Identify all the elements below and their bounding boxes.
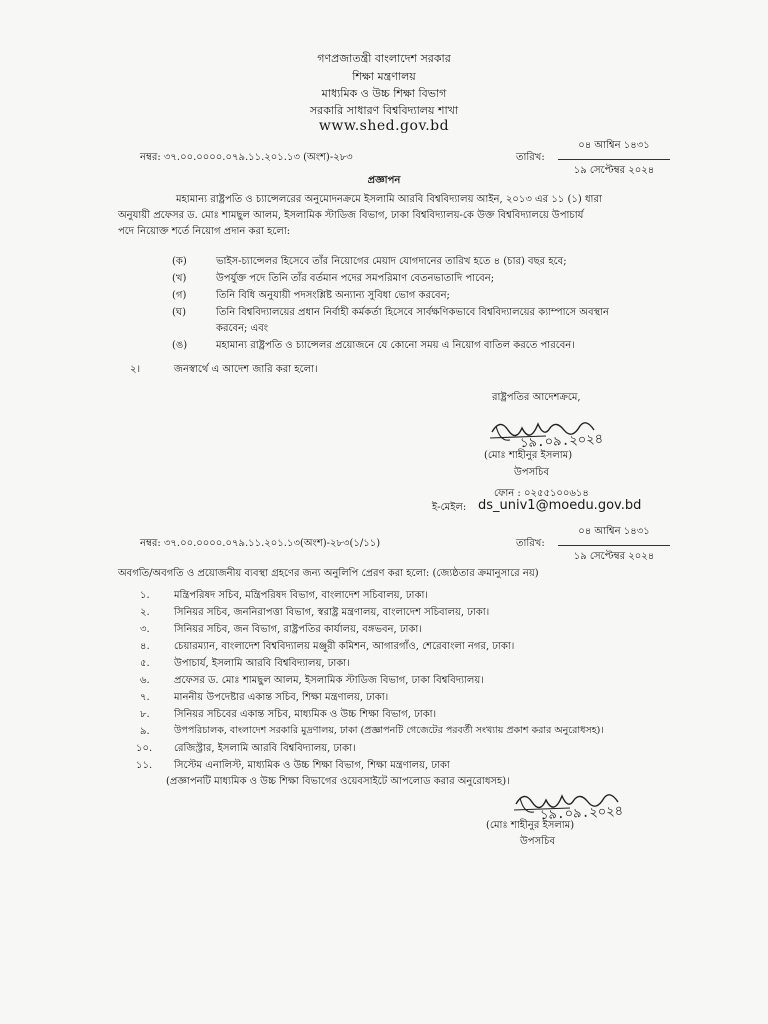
copy-recipient: সিনিয়র সচিব, জননিরাপত্তা বিভাগ, স্বরাষ্ট্র মন্ত্রণালয়, বাংলাদেশ সচিবালয়, ঢাকা। — [174, 607, 490, 618]
intro-line-2: অনুযায়ী প্রফেসর ড. মোঃ শামছুল আলম, ইসলামিক স্টাডিজ বিভাগ, ঢাকা বিশ্ববিদ্যালয়-কে উক্ত বিশ্ববিদ্যালয়ে উপাচার্য — [118, 210, 584, 221]
condition-marker: (খ) — [172, 273, 187, 284]
condition-text: ভাইস-চ্যান্সেলর হিসেবে তাঁর নিয়োগের মেয়াদ যোগদানের তারিখ হতে ৪ (চার) বছর হবে; — [216, 256, 567, 267]
signature2-date: ১৯.০৯.২০২৪ — [539, 803, 624, 824]
govt-name: গণপ্রজাতন্ত্রী বাংলাদেশ সরকার — [317, 52, 451, 65]
copy-recipient: উপাচার্য, ইসলামি আরবি বিশ্ববিদ্যালয়, ঢাকা। — [174, 658, 350, 669]
division-name: মাধ্যমিক ও উচ্চ শিক্ষা বিভাগ — [321, 87, 447, 100]
condition-marker: (ঙ) — [172, 340, 188, 351]
copy-number: ৬. — [140, 675, 150, 686]
copy-number: ১০. — [136, 743, 153, 754]
para2-marker: ২। — [130, 364, 141, 375]
signatory-name: (মোঃ শাহীনুর ইসলাম) — [484, 450, 573, 461]
copy-number: ৯. — [140, 726, 150, 737]
copy-recipient: সিস্টেম এনালিস্ট, মাধ্যমিক ও উচ্চ শিক্ষা বিভাগ, শিক্ষা মন্ত্রণালয়, ঢাকা — [174, 760, 450, 771]
memo2-date-label: তারিখ: — [516, 538, 545, 549]
memo-number: নম্বর: ৩৭.০০.০০০০.০৭৯.১১.২০১.১৩ (অংশ)-২৮৩ — [140, 152, 353, 163]
signatory2-designation: উপসচিব — [520, 836, 556, 847]
copy-number: ৭. — [140, 692, 150, 703]
document-title: প্রজ্ঞাপন — [367, 175, 401, 186]
copy-recipient: সিনিয়র সচিব, জন বিভাগ, রাষ্ট্রপতির কার্যালয়, বঙ্গভবন, ঢাকা। — [174, 624, 422, 635]
email-link[interactable]: ds_univ1@moedu.gov.bd — [478, 498, 642, 513]
condition-text: উপর্যুক্ত পদে তিনি তাঁর বর্তমান পদের সমপরিমাণ বেতনভাতাদি পাবেন; — [216, 273, 495, 284]
date-english: ১৯ সেপ্টেম্বর ২০২৪ — [558, 159, 670, 180]
email-label: ই-মেইল: — [432, 502, 467, 513]
copy-heading: অবগতি/অবগতি ও প্রয়োজনীয় ব্যবস্থা গ্রহণের জন্য অনুলিপি প্রেরণ করা হলো: (জ্যেষ্ঠতার ক্রমানুসারে নয়) — [118, 568, 539, 579]
memo2-date-english: ১৯ সেপ্টেম্বর ২০২৪ — [558, 545, 670, 566]
copy-note: (প্রজ্ঞাপনটি মাধ্যমিক ও উচ্চ শিক্ষা বিভাগের ওয়েবসাইটে আপলোড করার অনুরোধসহ)। — [166, 776, 510, 787]
copy-recipient: রেজিস্ট্রার, ইসলামি আরবি বিশ্ববিদ্যালয়, ঢাকা। — [174, 743, 356, 754]
copy-recipient: উপপরিচালক, বাংলাদেশ সরকারি মুদ্রণালয়, ঢাকা (প্রজ্ঞাপনটি গেজেটের পরবর্তী সংখ্যায় প্রকাশ করার অনুরোধসহ)। — [174, 725, 604, 736]
intro-line-1: মহামান্য রাষ্ট্রপতি ও চ্যান্সেলরের অনুমোদনক্রমে ইসলামি আরবি বিশ্ববিদ্যালয় আইন, ২০১৩ এর ১১ (১) ধারা — [176, 194, 602, 205]
phone-number: ফোন : ০২৫৫১০০৬১৪ — [494, 488, 589, 499]
copy-number: ১. — [140, 590, 150, 601]
memo2-number: নম্বর: ৩৭.০০.০০০০.০৭৯.১১.২০১.১৩(অংশ)-২৮৩(১/১১) — [140, 538, 381, 549]
copy-recipient: মন্ত্রিপরিষদ সচিব, মন্ত্রিপরিষদ বিভাগ, বাংলাদেশ সচিবালয়, ঢাকা। — [174, 590, 428, 601]
ministry-name: শিক্ষা মন্ত্রণালয় — [352, 70, 416, 83]
memo2-date-bangla: ০৪ আশ্বিন ১৪৩১ — [578, 526, 650, 537]
condition-text: তিনি বিশ্ববিদ্যালয়ের প্রধান নির্বাহী কর্মকর্তা হিসেবে সার্বক্ষণিকভাবে বিশ্ববিদ্যালয়ের ক্যাম্পাসে অবস্থান — [216, 307, 610, 318]
copy-number: ১১. — [136, 760, 153, 771]
website-link[interactable]: www.shed.gov.bd — [318, 118, 450, 134]
intro-line-3: পদে নিয়োক্ত শর্তে নিয়োগ প্রদান করা হলো: — [118, 226, 291, 237]
order-by: রাষ্ট্রপতির আদেশক্রমে, — [492, 392, 581, 403]
copy-number: ৮. — [140, 709, 150, 720]
section-name: সরকারি সাধারণ বিশ্ববিদ্যালয় শাখা — [309, 104, 459, 117]
memo2-date-block — [558, 524, 670, 566]
condition-marker: (গ) — [172, 290, 187, 301]
date-bangla: ০৪ আশ্বিন ১৪৩১ — [578, 140, 650, 151]
copy-number: ৫. — [140, 658, 150, 669]
para2-text: জনস্বার্থে এ আদেশ জারি করা হলো। — [174, 364, 318, 375]
signature-date: ১৯.০৯.২০২৪ — [519, 431, 604, 452]
copy-recipient: চেয়ারম্যান, বাংলাদেশ বিশ্ববিদ্যালয় মঞ্জুরী কমিশন, আগারগাঁও, শেরেবাংলা নগর, ঢাকা। — [174, 641, 515, 652]
date-label: তারিখ: — [516, 152, 545, 163]
condition-marker: (ঘ) — [172, 307, 186, 318]
copy-number: ৩. — [140, 624, 150, 635]
condition-text: তিনি বিধি অনুযায়ী পদসংশ্লিষ্ট অন্যান্য সুবিধা ভোগ করবেন; — [216, 290, 450, 301]
copy-number: ২. — [140, 607, 150, 618]
condition-text-continued: করবেন; এবং — [216, 323, 269, 334]
condition-marker: (ক) — [172, 256, 187, 267]
signatory-designation: উপসচিব — [514, 467, 550, 478]
copy-number: ৪. — [140, 641, 150, 652]
copy-recipient: প্রফেসর ড. মোঃ শামছুল আলম, ইসলামিক স্টাডিজ বিভাগ, ঢাকা বিশ্ববিদ্যালয়। — [174, 675, 484, 686]
copy-recipient: সিনিয়র সচিবের একান্ত সচিব, মাধ্যমিক ও উচ্চ শিক্ষা বিভাগ, ঢাকা। — [174, 709, 437, 720]
copy-recipient: মাননীয় উপদেষ্টার একান্ত সচিব, শিক্ষা মন্ত্রণালয়, ঢাকা। — [174, 692, 389, 703]
condition-text: মহামান্য রাষ্ট্রপতি ও চ্যান্সেলর প্রয়োজনে যে কোনো সময় এ নিয়োগ বাতিল করতে পারবেন। — [216, 340, 575, 351]
signatory2-name: (মোঃ শাহীনুর ইসলাম) — [486, 820, 575, 831]
